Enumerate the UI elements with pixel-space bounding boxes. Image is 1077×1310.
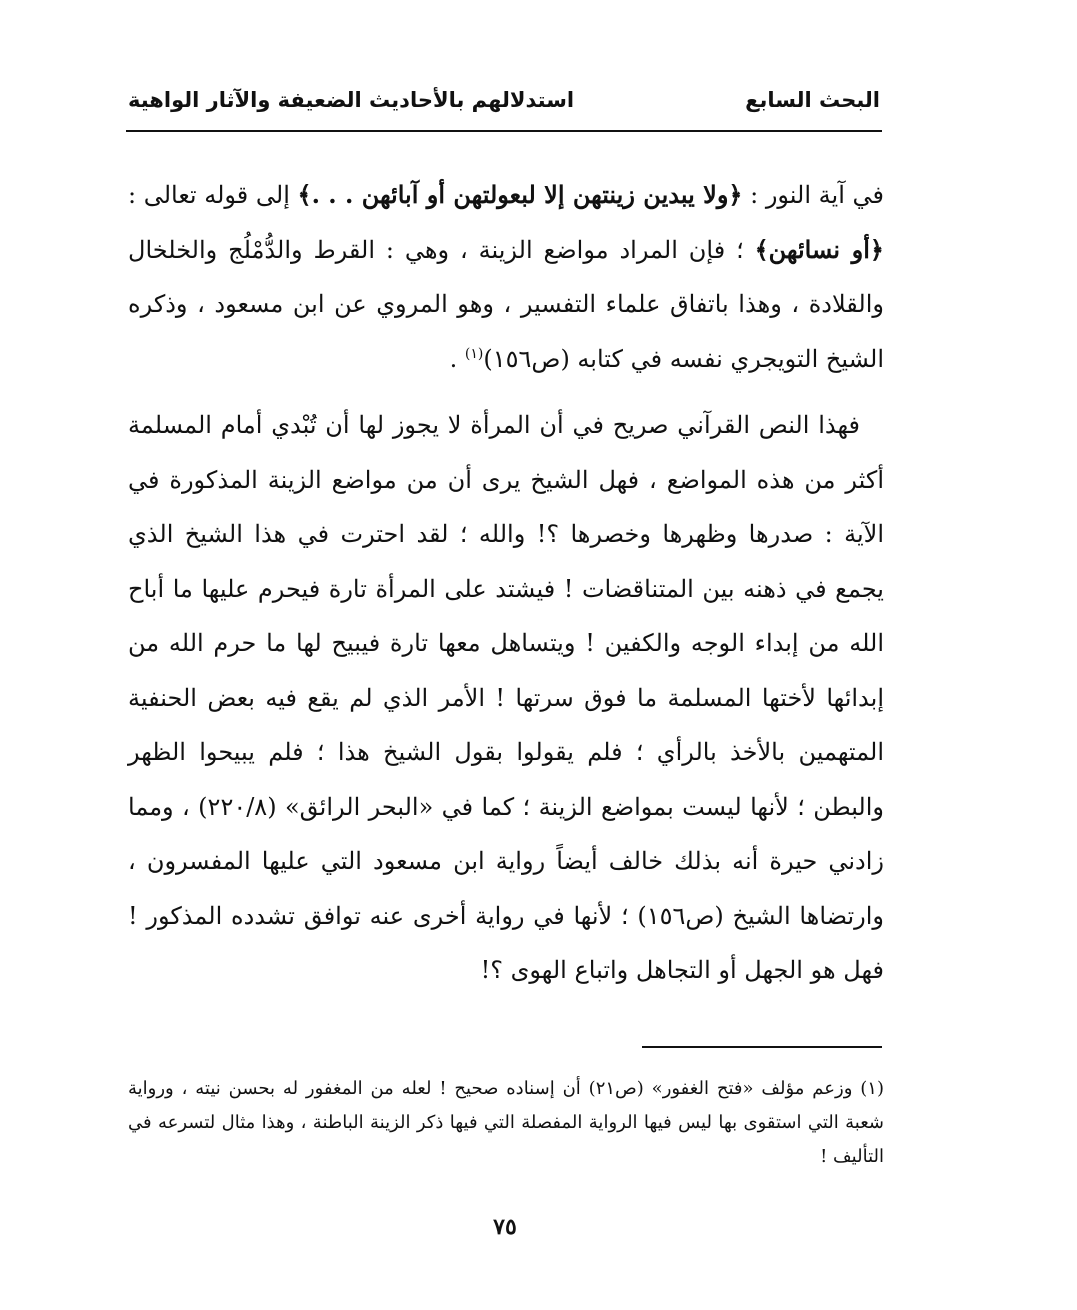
paragraph-1-part-1: في آية النور : (742, 181, 884, 209)
main-text (128, 168, 884, 998)
footnote-divider (642, 1046, 882, 1048)
paragraph-1-part-4: . (449, 344, 465, 373)
paragraph-1-part-2: إلى قوله تعالى : (128, 181, 298, 209)
paragraph-1 (128, 168, 884, 386)
paragraph-1-part-3: ؛ فإن المراد مواضع الزينة ، وهي : القرط والدُّمْلُج والخلخال والقلادة ، وهذا باتفاق علماء التفسير ، وهو المروي عن ابن مسعود ، وذكره الشيخ التويجري نفسه في كتابه (ص١٥٦) (128, 235, 884, 373)
chapter-title: استدلالهم بالأحاديث الضعيفة والآثار الواهية (128, 88, 575, 112)
header-divider (126, 130, 882, 132)
footnote-reference: (١) (464, 345, 484, 362)
footnote-text: (١) وزعم مؤلف «فتح الغفور» (ص٢١) أن إسناده صحيح ! لعله من المغفور له بحسن نيته ، ورواية شعبة التي استقوى بها ليس فيها الرواية المفصلة التي فيها ذكر الزينة الباطنة ، وهذا مثال لتسرعه في التأليف ! (128, 1078, 884, 1167)
quran-quote-1: ﴿ولا يبدين زينتهن إلا لبعولتهن أو آبائهن . . .﴾ (297, 180, 743, 209)
paragraph-2: فهذا النص القرآني صريح في أن المرأة لا يجوز لها أن تُبْدي أمام المسلمة أكثر من هذه المواضع ، فهل الشيخ يرى أن من مواضع الزينة المذكورة في الآية : صدرها وظهرها وخصرها ؟! والله ؛ لقد احترت في هذا الشيخ الذي يجمع في ذهنه بين المتناقضات ! فيشتد على المرأة تارة فيحرم عليها ما أباح الله من إبداء الوجه والكفين ! ويتساهل معها تارة فيبيح لها ما حرم الله من إبدائها لأختها المسلمة ما فوق سرتها ! الأمر الذي لم يقع فيه بعض الحنفية المتهمين بالأخذ بالرأي ؛ فلم يقولوا بقول الشيخ هذا ؛ فلم يبيحوا الظهر والبطن ؛ لأنها ليست بمواضع الزينة ؛ كما في «البحر الرائق» (٢٢٠/٨) ، ومما زادني حيرة أنه بذلك خالف أيضاً رواية ابن مسعود التي عليها المفسرون ، وارتضاها الشيخ (ص١٥٦) ؛ لأنها في رواية أخرى عنه توافق تشدده المذكور ! فهل هو الجهل أو التجاهل واتباع الهوى ؟! (128, 411, 885, 984)
page-number: ٧٥ (493, 1214, 517, 1240)
footnote (128, 1072, 884, 1174)
running-header (128, 88, 880, 124)
chapter-label: البحث السابع (745, 88, 880, 112)
quran-quote-2: ﴿أو نسائهن﴾ (754, 234, 884, 264)
